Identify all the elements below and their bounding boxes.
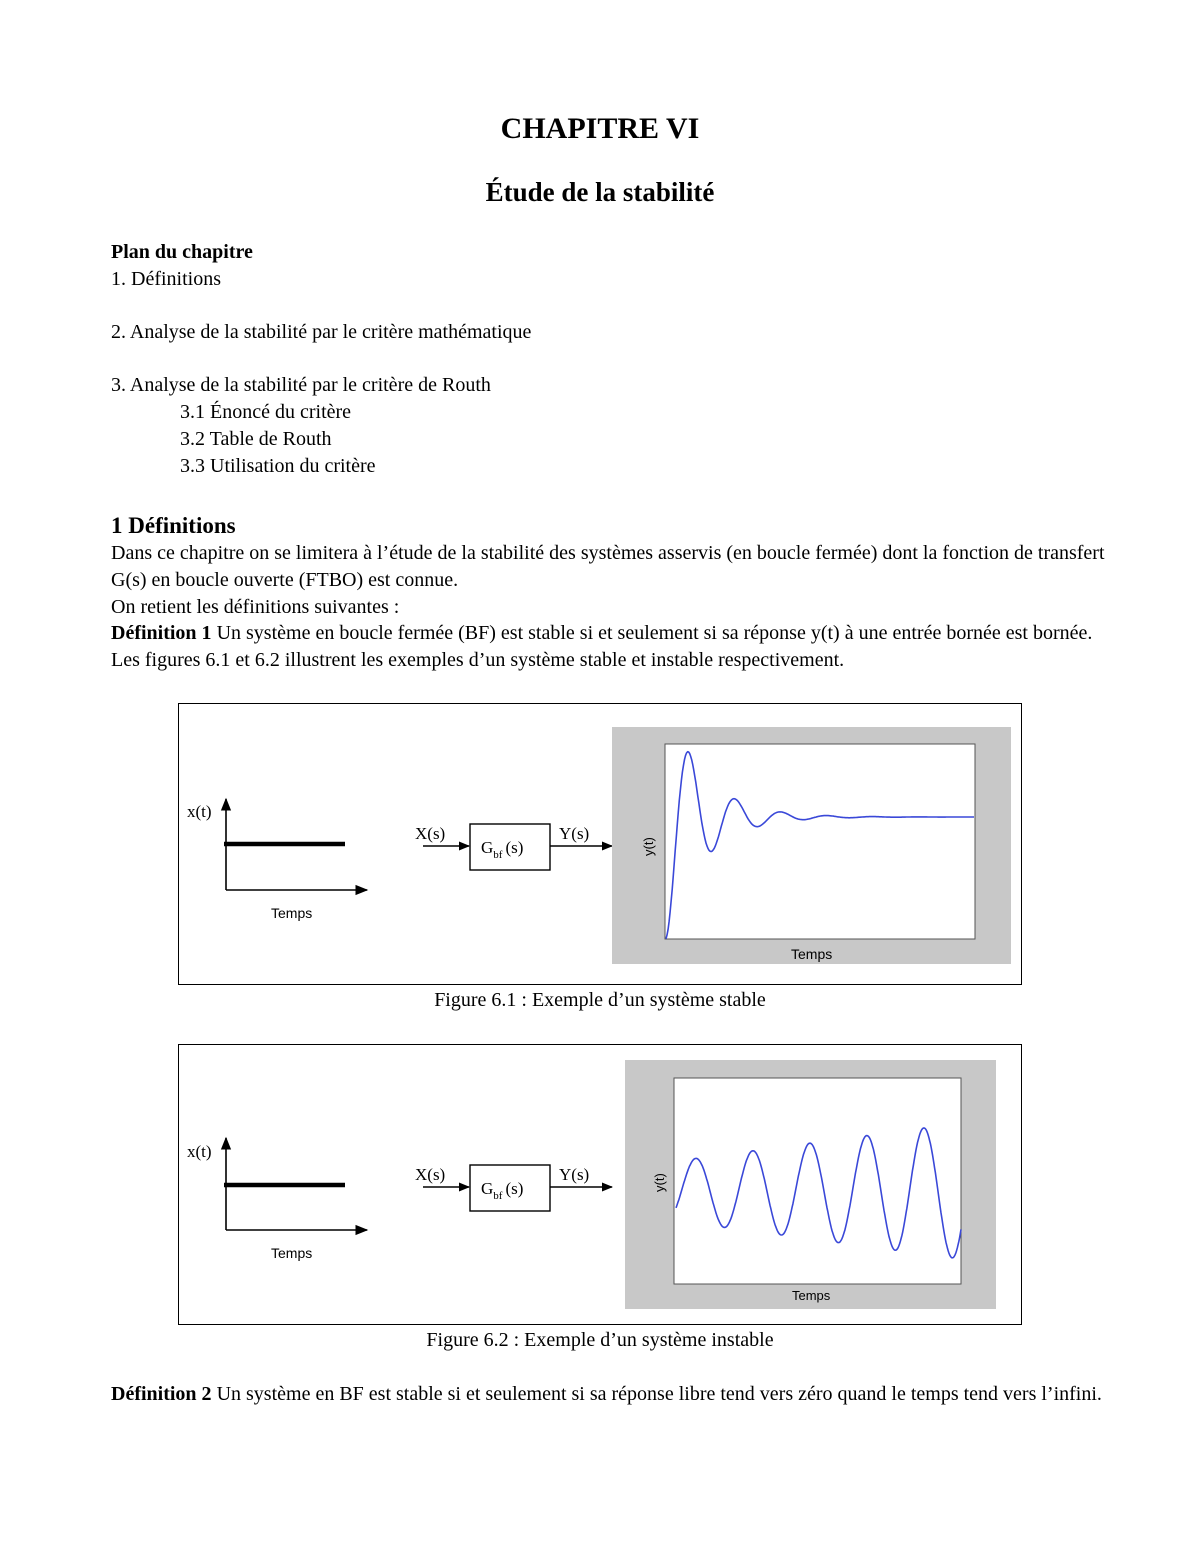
plan-subitem-3-1: 3.1 Énoncé du critère xyxy=(180,401,352,424)
figure-1-caption: Figure 6.1 : Exemple d’un système stable xyxy=(434,989,766,1011)
response-y-label: y(t) xyxy=(652,1173,667,1192)
plan-heading: Plan du chapitre xyxy=(111,241,253,263)
definition-2-label: Définition 2 xyxy=(111,1383,212,1405)
chapter-number: CHAPITRE VI xyxy=(500,112,700,145)
response-x-label: Temps xyxy=(791,946,833,962)
block-output-label: Y(s) xyxy=(559,1165,590,1184)
block-input-label: X(s) xyxy=(415,1165,446,1184)
plan-item-2: 2. Analyse de la stabilité par le critère mathématique xyxy=(111,321,532,344)
section-definitions xyxy=(111,512,1111,674)
block-input-label: X(s) xyxy=(415,824,446,843)
intro-paragraph: Dans ce chapitre on se limitera à l’étude de la stabilité des systèmes asservis (en boucle fermée) dont la fonction de transfert G(s) en boucle ouverte (FTBO) est connue. xyxy=(111,542,1105,591)
input-time-label: Temps xyxy=(271,1245,313,1261)
figure-1-diagram xyxy=(179,704,1021,984)
figure-1-box xyxy=(178,703,1022,985)
response-plot-area xyxy=(674,1078,961,1284)
plan-subitem-3-2: 3.2 Table de Routh xyxy=(180,427,332,450)
plan-subitem-3-3: 3.3 Utilisation du critère xyxy=(180,454,376,477)
definition-2-text: Un système en BF est stable si et seulement si sa réponse libre tend vers zéro quand le temps tend vers l’infini. xyxy=(211,1383,1102,1405)
figure-2-caption: Figure 6.2 : Exemple d’un système instable xyxy=(426,1329,774,1351)
block-output-label: Y(s) xyxy=(559,824,590,843)
definition-1 xyxy=(111,620,1111,647)
chapter-title: Étude de la stabilité xyxy=(485,177,715,207)
definition-2 xyxy=(111,1381,1111,1408)
transfer-block-label: $G_{bf}$ (s) xyxy=(481,838,524,861)
definition-1-label: Définition 1 xyxy=(111,622,212,645)
input-label: x(t) xyxy=(187,802,212,821)
figure-2-box xyxy=(178,1044,1022,1325)
retain-paragraph: On retient les définitions suivantes : xyxy=(111,595,400,618)
transfer-block-label: $G_{bf}$ (s) xyxy=(481,1179,524,1202)
plan-item-3: 3. Analyse de la stabilité par le critère de Routh xyxy=(111,374,491,397)
definition-1-text: Un système en boucle fermée (BF) est stable si et seulement si sa réponse y(t) à une entrée bornée est bornée. xyxy=(211,622,1093,645)
figure-2-diagram xyxy=(179,1045,1021,1324)
response-x-label: Temps xyxy=(792,1288,831,1303)
response-y-label: y(t) xyxy=(641,837,656,856)
plan-item-1: 1. Définitions xyxy=(111,267,221,290)
figures-intro: Les figures 6.1 et 6.2 illustrent les exemples d’un système stable et instable respectivement. xyxy=(111,649,845,672)
input-time-label: Temps xyxy=(271,905,313,921)
response-plot-area xyxy=(665,744,975,939)
section-heading: 1 Définitions xyxy=(111,513,236,538)
chapter-plan xyxy=(111,239,1111,479)
input-label: x(t) xyxy=(187,1142,212,1161)
